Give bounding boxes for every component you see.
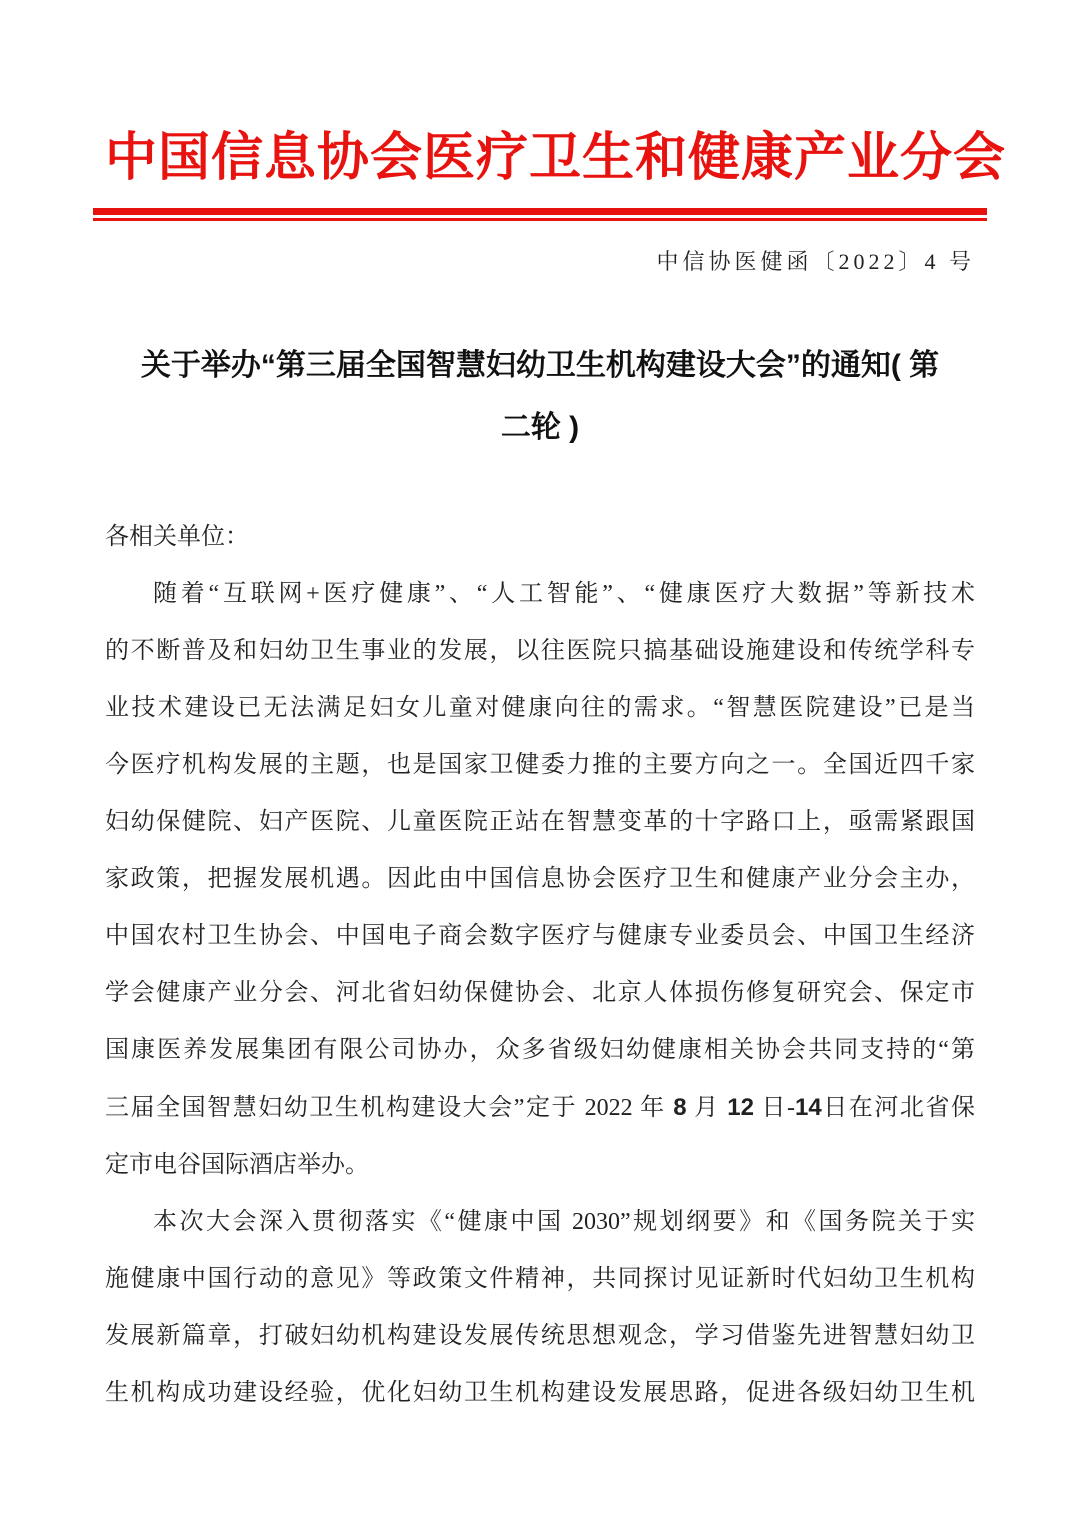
notice-title [105,335,975,459]
text-run: 日- [753,1095,796,1122]
bold-number: 8 [673,1094,687,1122]
text-run: 中国农村卫生协会、中国电子商会数字医疗与健康专业委员会、中国卫生经济 [105,923,975,950]
body-line [105,965,975,1022]
text-run: 日在河北省保 [821,1095,975,1122]
body-line [105,794,975,851]
body-line [105,566,975,623]
text-run: 随着“互联网+医疗健康”、“人工智能”、“健康医疗大数据”等新技术 [153,581,975,608]
letterhead-divider [93,208,987,221]
body-line [105,1079,975,1137]
text-run: 定市电谷国际酒店举办。 [105,1152,369,1179]
text-run: 今医疗机构发展的主题，也是国家卫健委力推的主要方向之一。全国近四千家 [105,752,975,779]
letterhead-title: 中国信息协会医疗卫生和健康产业分会 [105,130,1007,187]
text-run: 生机构成功建设经验，优化妇幼卫生机构建设发展思路，促进各级妇幼卫生机 [105,1380,975,1407]
body-line [105,1194,975,1251]
text-run: 业技术建设已无法满足妇女儿童对健康向往的需求。“智慧医院建设”已是当 [105,695,975,722]
body-line [105,1308,975,1365]
divider-thin-line [93,218,987,221]
doc-number: 中信协医健函〔2022〕4 号 [656,249,975,275]
text-run: 学会健康产业分会、河北省妇幼保健协会、北京人体损伤修复研究会、保定市 [105,980,975,1007]
text-run: 各相关单位： [105,524,249,551]
text-run: 国康医养发展集团有限公司协办，众多省级妇幼健康相关协会共同支持的“第 [105,1037,975,1064]
body-line [105,1022,975,1079]
bold-number: 14 [795,1094,822,1122]
notice-body [105,509,975,1422]
divider-thick-line [93,208,987,215]
text-run: 本次大会深入贯彻落实《“健康中国 2030”规划纲要》和《国务院关于实 [153,1209,975,1236]
notice-title-line2: 二轮 ) [500,411,580,445]
text-run: 施健康中国行动的意见》等政策文件精神，共同探讨见证新时代妇幼卫生机构 [105,1266,975,1293]
notice-title-line1: 关于举办“第三届全国智慧妇幼卫生机构建设大会”的通知( 第 [140,349,940,383]
text-run: 三届全国智慧妇幼卫生机构建设大会”定于 2022 年 [105,1095,674,1122]
body-line [105,509,975,566]
text-run: 妇幼保健院、妇产医院、儿童医院正站在智慧变革的十字路口上，亟需紧跟国 [105,809,975,836]
body-line [105,851,975,908]
text-run: 家政策，把握发展机遇。因此由中国信息协会医疗卫生和健康产业分会主办， [105,866,975,893]
body-line [105,623,975,680]
text-run: 月 [686,1095,728,1122]
body-line [105,1365,975,1422]
bold-number: 12 [727,1094,754,1122]
body-line [105,1251,975,1308]
body-line [105,908,975,965]
body-line [105,680,975,737]
text-run: 发展新篇章，打破妇幼机构建设发展传统思想观念，学习借鉴先进智慧妇幼卫 [105,1323,975,1350]
body-line [105,1137,975,1194]
text-run: 的不断普及和妇幼卫生事业的发展，以往医院只搞基础设施建设和传统学科专 [105,638,975,665]
body-line [105,737,975,794]
